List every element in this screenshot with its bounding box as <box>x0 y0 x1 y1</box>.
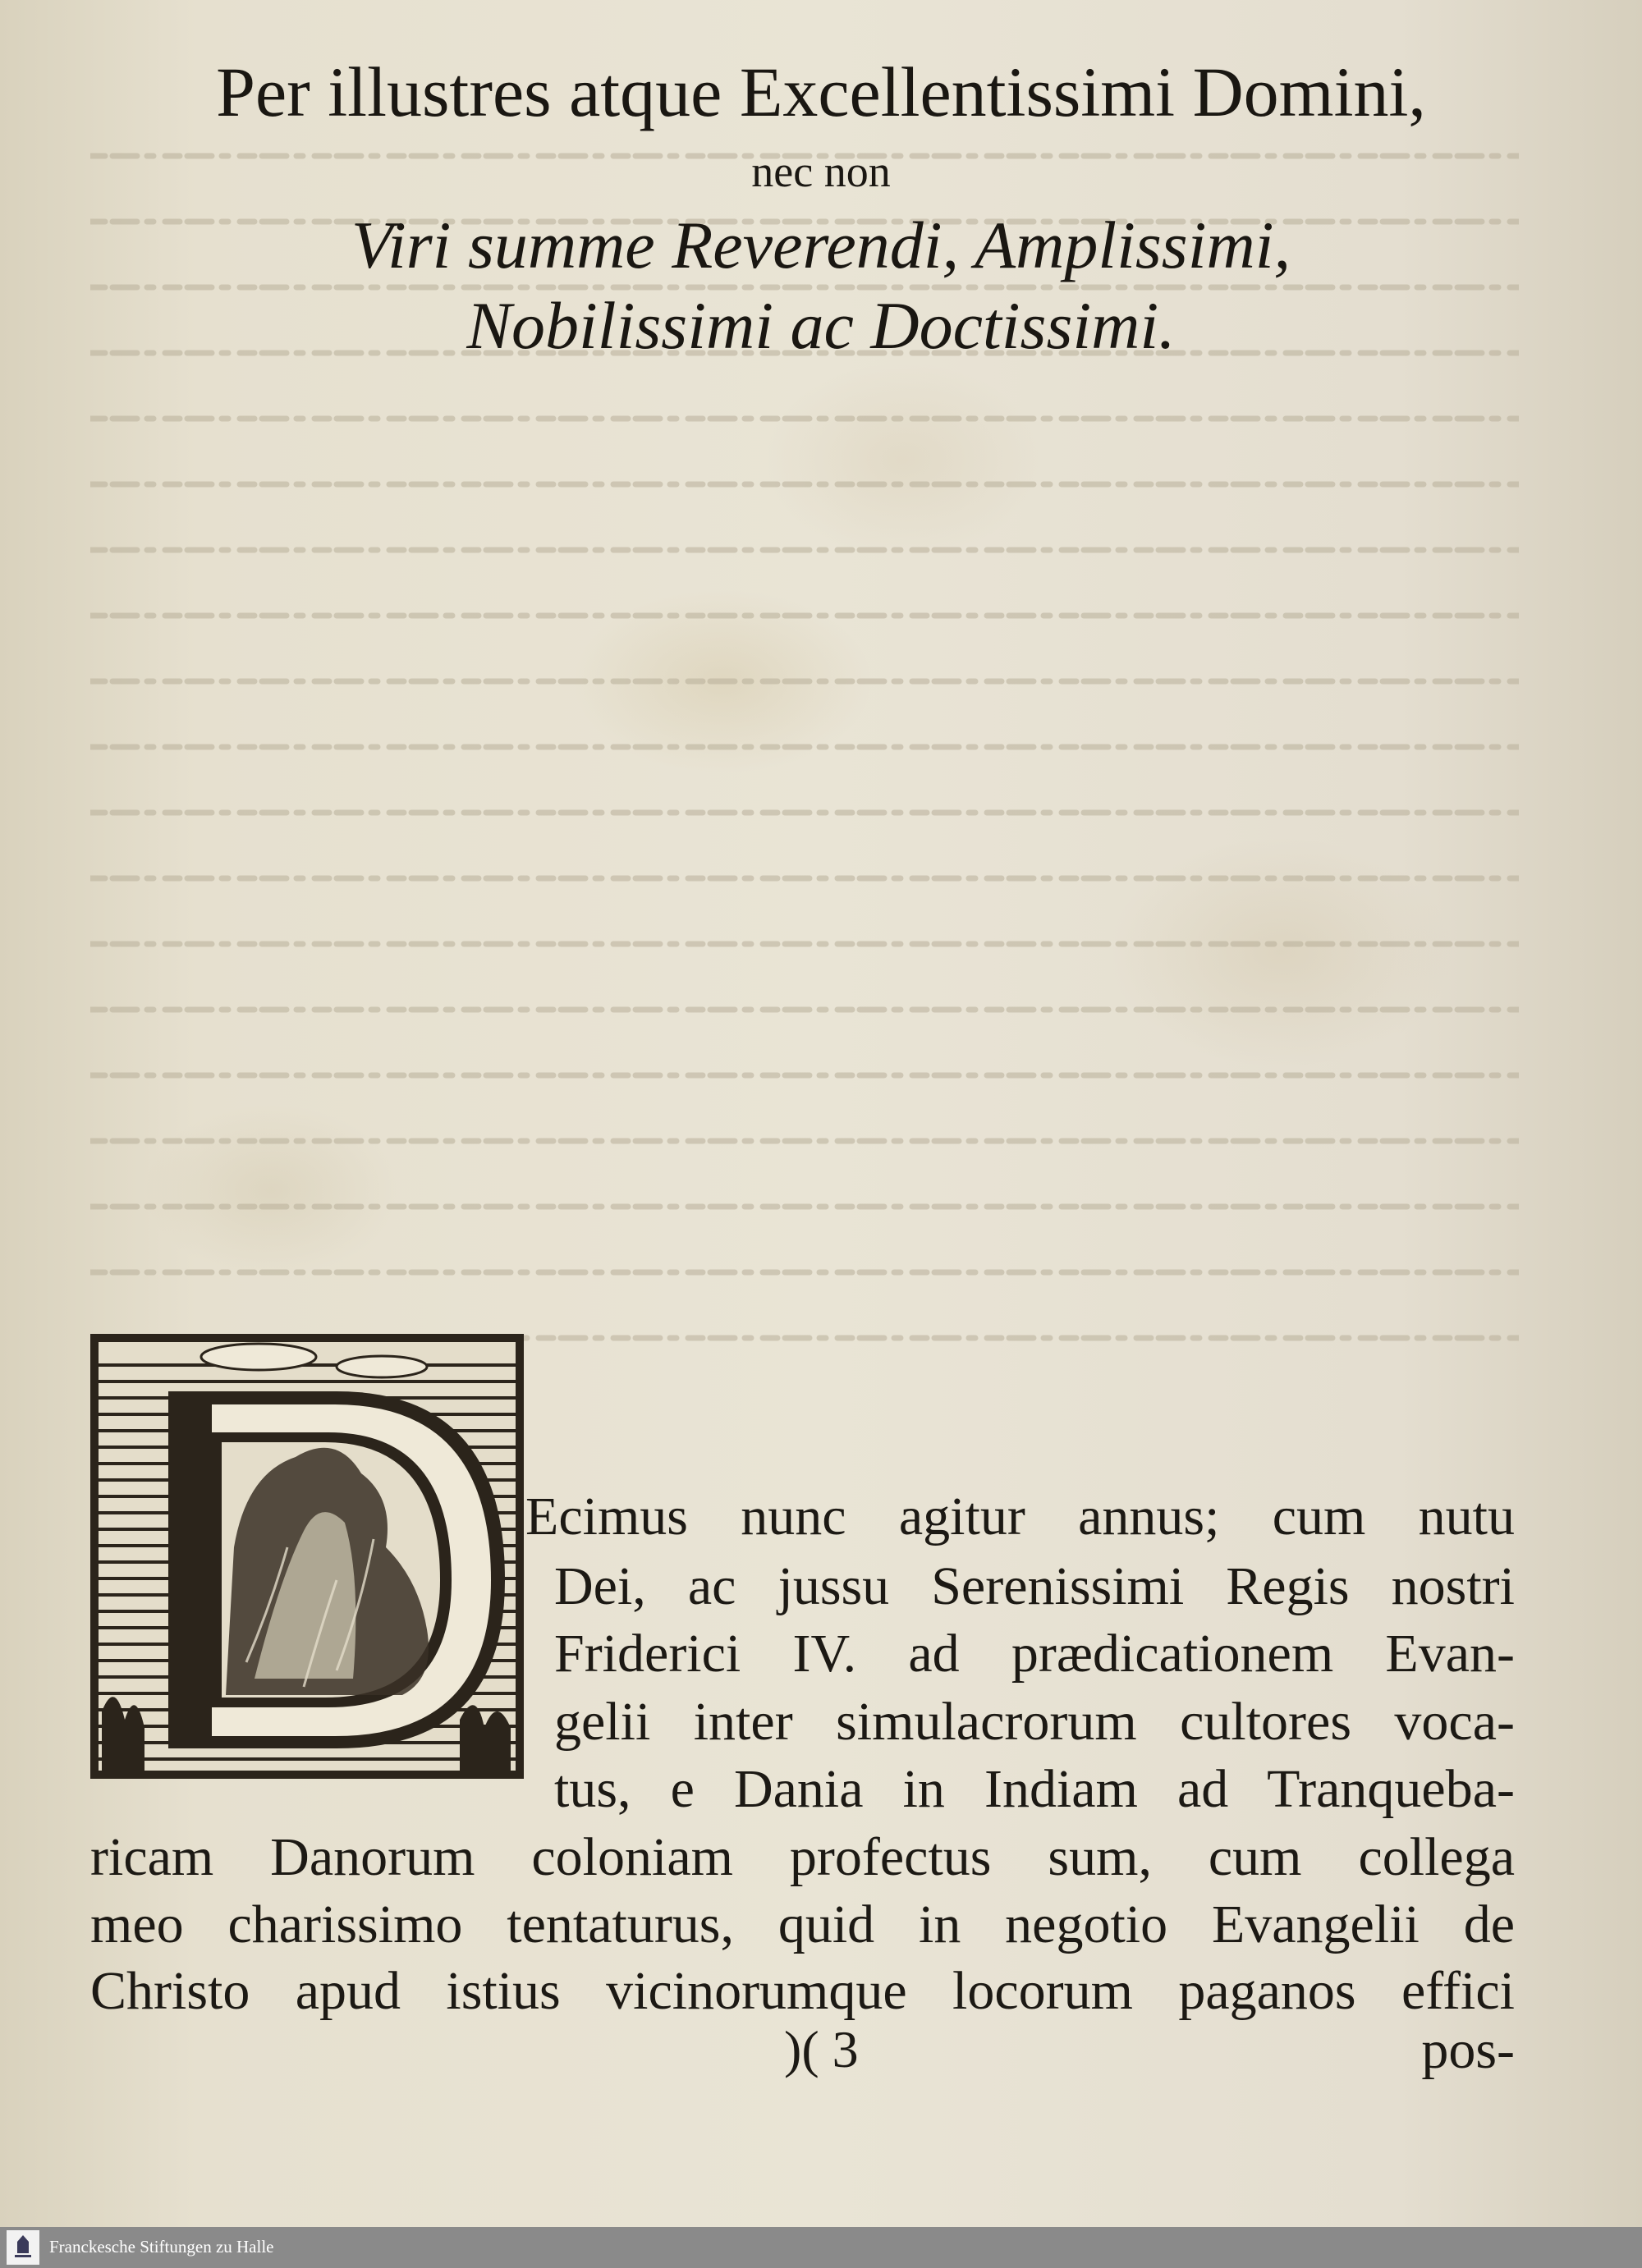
decorated-initial-woodcut <box>90 1334 524 1779</box>
dedication-heading-line-2: nec non <box>751 147 891 196</box>
institution-logo <box>7 2230 39 2265</box>
institution-name: Franckesche Stiftungen zu Halle <box>49 2237 274 2257</box>
body-text-line-4: gelii inter simulacrorum cultores voca- <box>554 1692 1515 1752</box>
body-text-line-1: Ecimus nunc agitur annus; cum nutu <box>525 1487 1515 1546</box>
signature-mark: )( 3 <box>784 2020 859 2078</box>
body-text-line-3: Friderici IV. ad prædicationem Evan- <box>554 1624 1515 1684</box>
body-text-line-7: meo charissimo tentaturus, quid in negotio Evangelii de <box>90 1895 1515 1954</box>
body-text-line-8: Christo apud istius vicinorumque locorum paganos effici <box>90 1961 1515 2021</box>
catchword: pos- <box>1421 2020 1515 2080</box>
dedication-heading-line-4: Nobilissimi ac Doctissimi. <box>466 288 1176 363</box>
body-text-line-2: Dei, ac jussu Serenissimi Regis nostri <box>554 1556 1515 1616</box>
dedication-heading-line-3: Viri summe Reverendi, Amplissimi, <box>351 208 1291 282</box>
dedication-heading-line-1: Per illustres atque Excellentissimi Domini, <box>216 53 1426 131</box>
body-text-line-5: tus, e Dania in Indiam ad Tranqueba- <box>554 1759 1515 1819</box>
body-text-line-6: ricam Danorum coloniam profectus sum, cum collega <box>90 1827 1515 1887</box>
digitization-footer-bar <box>0 2227 1642 2268</box>
